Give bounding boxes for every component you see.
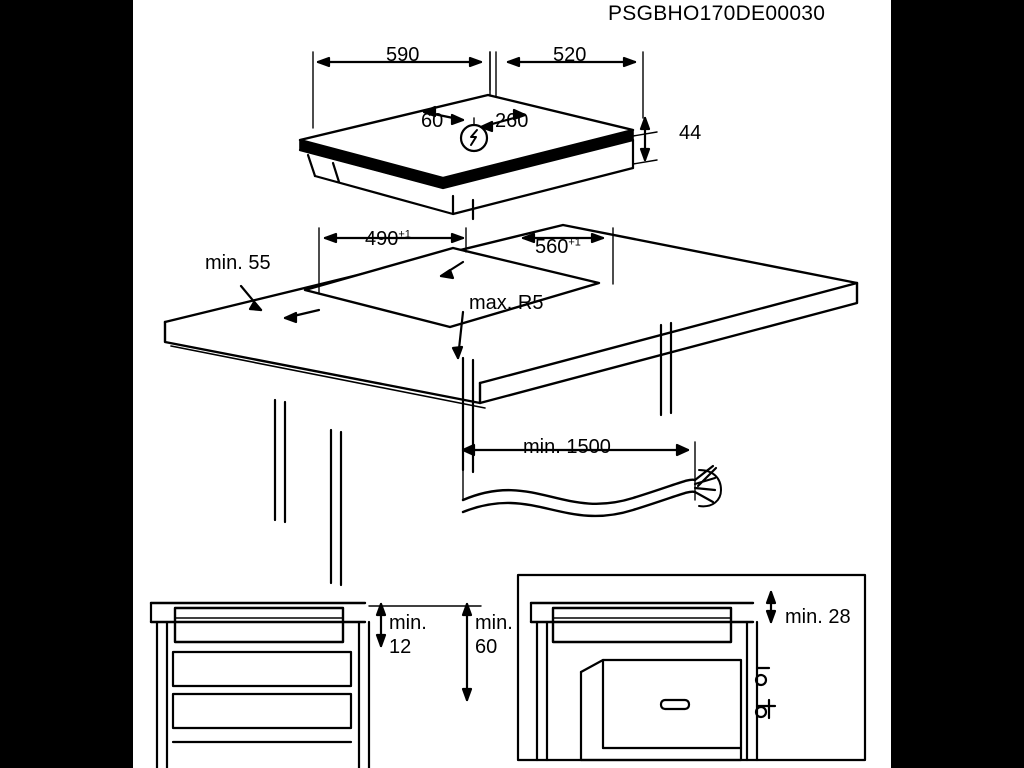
dimension-cutout-width-560: $560^{+1}$ [535,236,581,258]
dimension-depth-520: 520 [553,44,587,66]
dimension-center-260: 260 [495,110,529,132]
dimension-min-12-value: 12 [389,636,412,658]
label-min-12-prefix: min. [389,612,427,634]
label-min-60-prefix: min. [475,612,513,634]
dimension-height-44: 44 [679,122,702,144]
drawing-sheet [133,0,891,768]
dimension-min-60-value: 60 [475,636,498,658]
dimension-offset-60: 60 [421,110,444,132]
dimension-min-28: min. 28 [785,606,851,628]
dimension-min-55: min. 55 [205,252,271,274]
dimension-cable-min-1500: min. 1500 [523,436,611,458]
dimension-width-590: 590 [386,44,420,66]
dimension-cutout-depth-490: $490^{+1}$ [365,228,411,250]
drawing-code: PSGBHO170DE00030 [608,2,826,25]
dimension-max-r5: max. R5 [469,292,544,314]
